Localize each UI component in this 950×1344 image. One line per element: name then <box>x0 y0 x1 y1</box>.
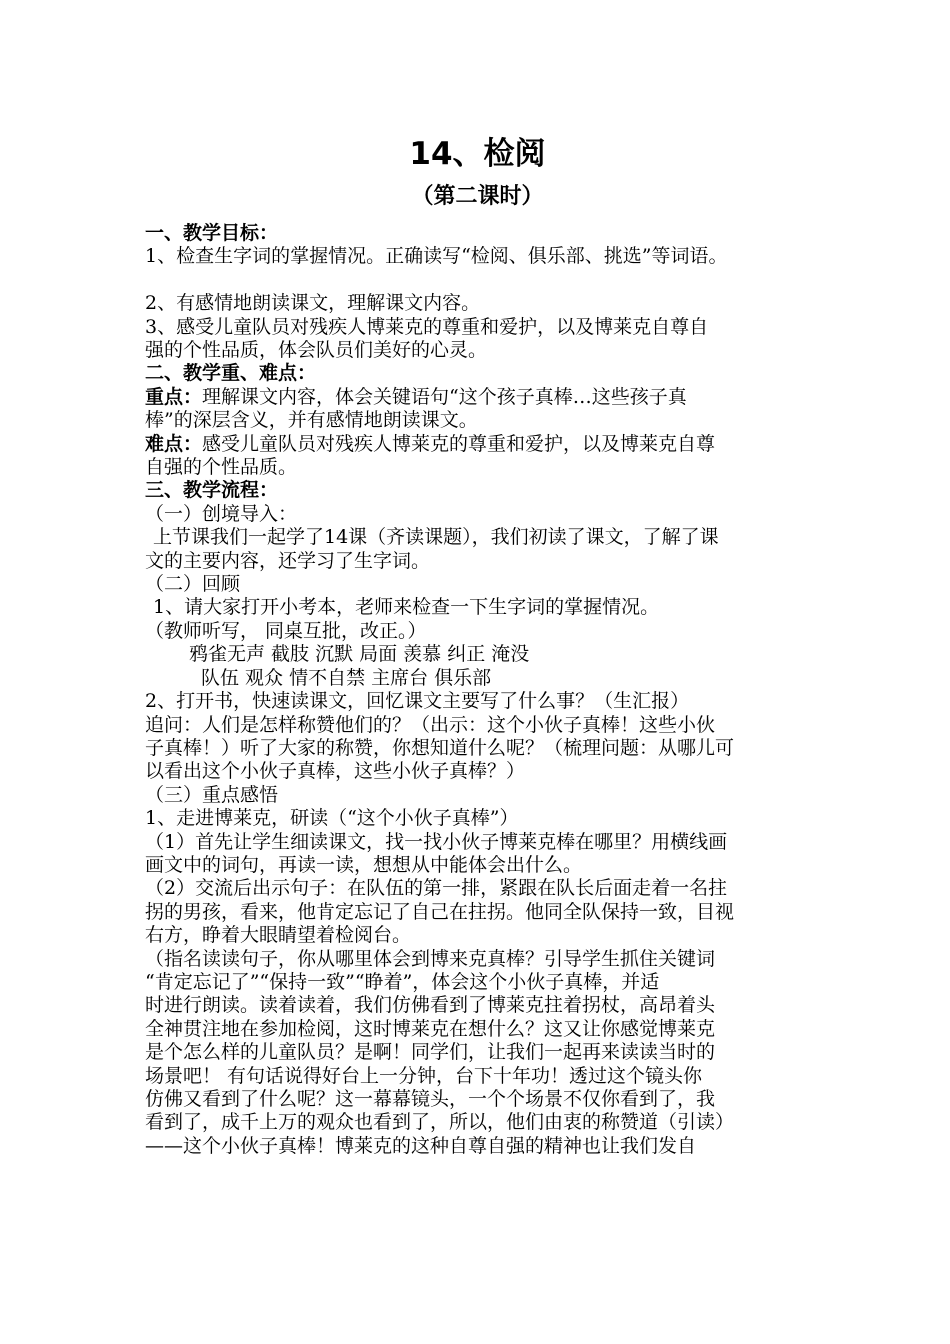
text-line: （指名读读句子，你从哪里体会到博来克真棒？引导学生抓住关键词 <box>145 947 716 970</box>
text-line: 场景吧！ 有句话说得好台上一分钟，台下十年功！透过这个镜头你 <box>145 1064 703 1087</box>
text-line: 画文中的词句，再读一读，想想从中能体会出什么。 <box>145 853 583 876</box>
text-line: 3、感受儿童队员对残疾人博莱克的尊重和爱护，以及博莱克自尊自 <box>145 315 709 338</box>
section-heading-process: 三、教学流程： <box>145 479 279 502</box>
text-line: 拐的男孩，看来，他肯定忘记了自己在拄拐。他同全队保持一致，目视 <box>145 900 735 923</box>
text-line: 上节课我们一起学了14课（齐读课题），我们初读了课文，了解了课 <box>153 526 719 549</box>
text-line: 1、请大家打开小考本，老师来检查一下生字词的掌握情况。 <box>153 596 660 619</box>
text-line: 右方，睁着大眼睛望着检阅台。 <box>145 924 412 947</box>
text-span: 理解课文内容，体会关键语句“这个孩子真棒…这些孩子真 <box>202 385 687 408</box>
text-line <box>145 433 810 456</box>
text-line: 看到了，成千上万的观众也看到了，所以，他们由衷的称赞道（引读） <box>145 1111 735 1134</box>
text-line: 是个怎么样的儿童队员？是啊！同学们，让我们一起再来读读当时的 <box>145 1041 716 1064</box>
text-line: 自强的个性品质。 <box>145 456 298 479</box>
text-line: 全神贯注地在参加检阅，这时博莱克在想什么？这又让你感觉博莱克 <box>145 1017 716 1040</box>
text-line: 追问：人们是怎样称赞他们的？（出示：这个小伙子真棒！这些小伙 <box>145 713 716 736</box>
text-line: （教师听写， 同桌互批，改正。） <box>145 619 427 642</box>
text-line: 1、走进博莱克，研读（“这个小伙子真棒”） <box>145 807 519 830</box>
text-line: 2、打开书，快速读课文，回忆课文主要写了什么事？（生汇报） <box>145 690 690 713</box>
text-line: 仿佛又看到了什么呢？这一幕幕镜头，一个个场景不仅你看到了，我 <box>145 1088 716 1111</box>
text-line: 棒”的深层含义，并有感情地朗读课文。 <box>145 409 478 432</box>
text-line: （1）首先让学生细读课文，找一找小伙子博莱克棒在哪里？用横线画 <box>145 830 728 853</box>
section-heading-key-points: 二、教学重、难点： <box>145 362 317 385</box>
document-page <box>145 128 810 1158</box>
text-line: 强的个性品质，体会队员们美好的心灵。 <box>145 339 488 362</box>
text-line: 文的主要内容，还学习了生字词。 <box>145 549 431 572</box>
document-subtitle: （第二课时） <box>411 184 544 209</box>
vocab-line: 队伍 观众 情不自禁 主席台 俱乐部 <box>201 666 492 689</box>
label-difficulty: 难点： <box>145 432 203 455</box>
vocab-line: 鸦雀无声 截肢 沉默 局面 羡慕 纠正 淹没 <box>189 643 530 666</box>
blank-line <box>145 269 810 292</box>
text-line: 2、有感情地朗读课文，理解课文内容。 <box>145 292 481 315</box>
text-line: （二）回顾 <box>145 573 241 596</box>
section-heading-goals: 一、教学目标： <box>145 222 279 244</box>
text-line: （三）重点感悟 <box>145 783 279 806</box>
document-title: 14、检阅 <box>409 136 546 172</box>
text-line <box>145 386 810 409</box>
text-line: 时进行朗读。读着读着，我们仿佛看到了博莱克拄着拐杖，高昂着头 <box>145 994 716 1017</box>
label-key-point: 重点： <box>145 385 203 408</box>
text-line: 以看出这个小伙子真棒，这些小伙子真棒？） <box>145 760 526 783</box>
text-line: 子真棒！）听了大家的称赞，你想知道什么呢？（梳理问题：从哪儿可 <box>145 736 735 759</box>
text-line: “肯定忘记了”“保持一致”“睁着”，体会这个小伙子真棒，并适 <box>145 970 660 993</box>
text-line: ——这个小伙子真棒！博莱克的这种自尊自强的精神也让我们发自 <box>145 1134 697 1157</box>
text-line: 1、检查生字词的掌握情况。正确读写“检阅、俱乐部、挑选”等词语。 <box>145 245 728 268</box>
text-line: （一）创境导入： <box>145 502 298 525</box>
text-line: （2）交流后出示句子：在队伍的第一排，紧跟在队长后面走着一名拄 <box>145 877 728 900</box>
text-span: 感受儿童队员对残疾人博莱克的尊重和爱护，以及博莱克自尊 <box>202 432 716 455</box>
